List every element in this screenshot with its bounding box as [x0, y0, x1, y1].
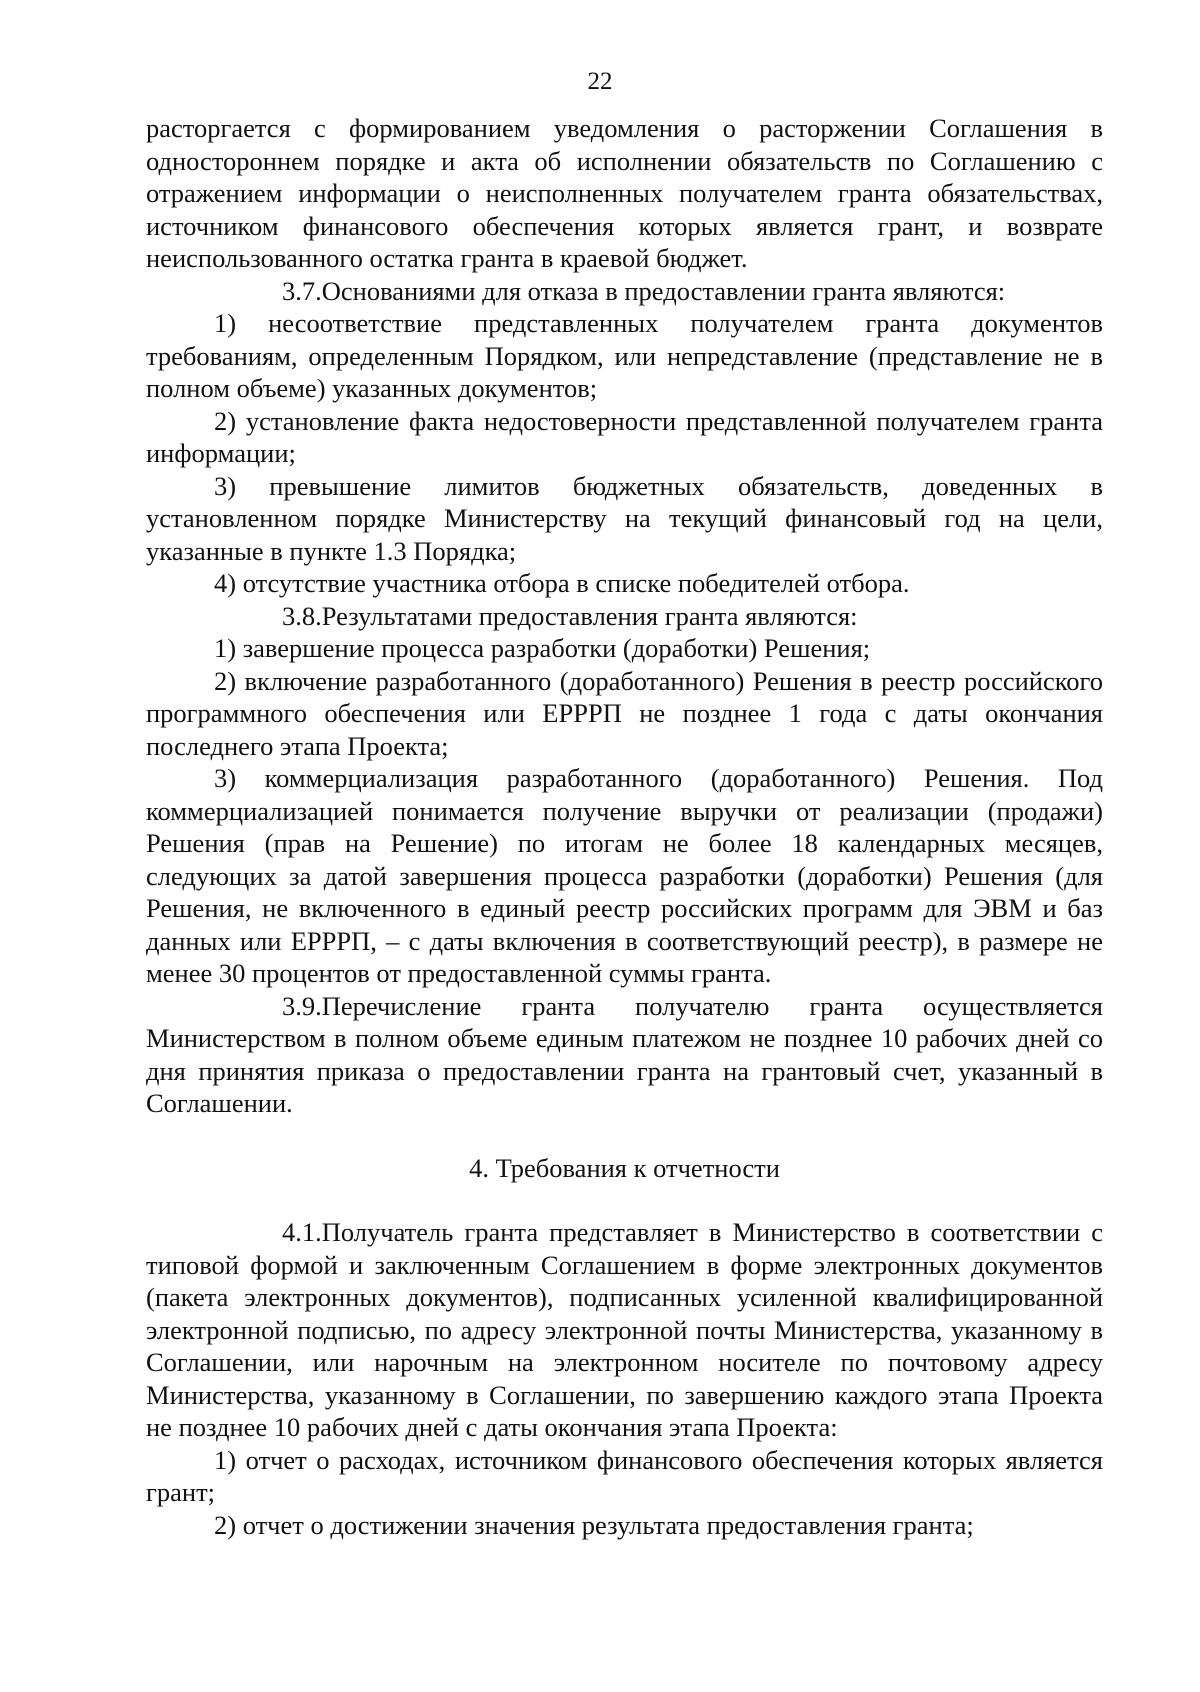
- clause-3-7-number: 3.7.: [282, 275, 322, 306]
- clause-4-1-text: Получатель гранта представляет в Министерство в соответствии с типовой формой и заключенным Соглашением в форме электронных документов (пакета электронных документов), подписанных усиленной квалифицированной электронной подписью, по адресу электронной почты Министерства, указанному в Соглашении, или нарочным на электронном носителе по почтовому адресу Министерства, указанному в Соглашении, по завершению каждого этапа Проекта не позднее 10 рабочих дней с даты окончания этапа Проекта:: [146, 1217, 1103, 1442]
- clause-3-9-number: 3.9.: [282, 990, 322, 1021]
- clause-4-1: [146, 1216, 1103, 1444]
- clause-3-8-number: 3.8.: [282, 600, 322, 631]
- clause-3-8-item-3: 3) коммерциализация разработанного (доработанного) Решения. Под коммерциализацией понимается получение выручки от реализации (продажи) Решения (прав на Решение) по итогам не более 18 календарных месяцев, следующих за датой завершения процесса разработки (доработки) Решения (для Решения, не включенного в единый реестр российских программ для ЭВМ и баз данных или ЕРРРП, – с даты включения в соответствующий реестр), в размере не менее 30 процентов от предоставленной суммы гранта.: [146, 763, 1103, 988]
- clause-3-7-item-3: 3) превышение лимитов бюджетных обязательств, доведенных в установленном порядке Министерству на текущий финансовый год на цели, указанные в пункте 1.3 Порядка;: [146, 470, 1103, 566]
- clause-3-8: [146, 600, 1103, 633]
- clause-3-7: [146, 275, 1103, 308]
- clause-3-9: [146, 990, 1103, 1120]
- clause-4-1-item-2: 2) отчет о достижении значения результата предоставления гранта;: [214, 1509, 974, 1540]
- page-number: 22: [587, 68, 613, 95]
- clause-3-8-text: Результатами предоставления гранта являются:: [321, 600, 858, 631]
- clause-3-7-text: Основаниями для отказа в предоставлении гранта являются:: [321, 275, 1006, 306]
- clause-3-8-item-1: 1) завершение процесса разработки (доработки) Решения;: [214, 633, 871, 663]
- clause-4-1-item-1: 1) отчет о расходах, источником финансового обеспечения которых является грант;: [146, 1444, 1103, 1507]
- clause-3-9-text: Перечисление гранта получателю гранта осуществляется Министерством в полном объеме единым платежом не позднее 10 рабочих дней со дня принятия приказа о предоставлении гранта на грантовый счет, указанный в Соглашении.: [146, 990, 1103, 1118]
- clause-3-7-item-1: 1) несоответствие представленных получателем гранта документов требованиям, определенным Порядком, или непредставление (представление не в полном объеме) указанных документов;: [146, 308, 1103, 403]
- paragraph-intro: расторгается с формированием уведомления о расторжении Соглашения в одностороннем порядке и акта об исполнении обязательств по Соглашению с отражением информации о неисполненных получателем гранта обязательствах, источником финансового обеспечения которых является грант, и возврате неиспользованного остатка гранта в краевой бюджет.: [146, 113, 1103, 273]
- clause-3-7-item-2: 2) установление факта недостоверности представленной получателем гранта информации;: [146, 405, 1103, 468]
- section-4-heading: 4. Требования к отчетности: [469, 1152, 780, 1183]
- clause-4-1-number: 4.1.: [282, 1217, 322, 1247]
- clause-3-8-item-2: 2) включение разработанного (доработанного) Решения в реестр российского программного обеспечения или ЕРРРП не позднее 1 года с даты окончания последнего этапа Проекта;: [146, 665, 1103, 761]
- clause-3-7-item-4: 4) отсутствие участника отбора в списке победителей отбора.: [214, 568, 910, 598]
- document-body: [146, 112, 1103, 1541]
